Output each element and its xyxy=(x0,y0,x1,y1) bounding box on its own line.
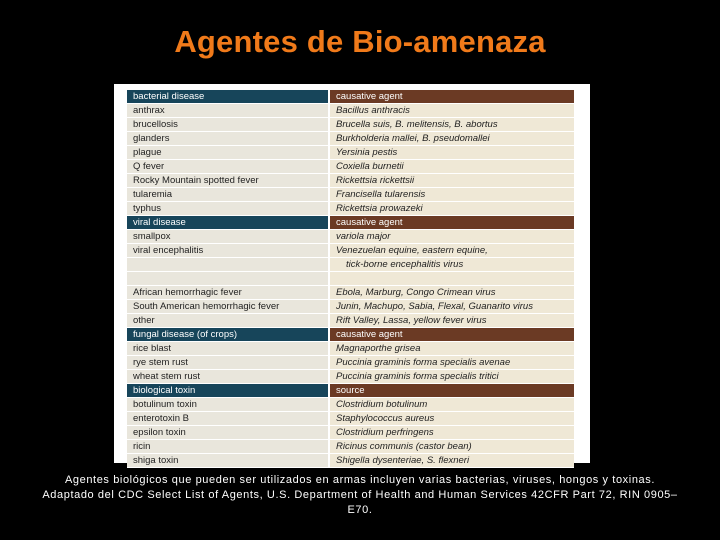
table-row xyxy=(127,258,574,272)
table-row xyxy=(127,104,574,118)
agent-cell: Rickettsia prowazeki xyxy=(329,202,574,216)
table-section-header xyxy=(127,328,574,342)
agent-cell: Brucella suis, B. melitensis, B. abortus xyxy=(329,118,574,132)
table-row xyxy=(127,188,574,202)
section-header-agent: causative agent xyxy=(329,216,574,230)
section-header-category: fungal disease (of crops) xyxy=(127,328,329,342)
agent-cell: Coxiella burnetii xyxy=(329,160,574,174)
agent-cell: Ricinus communis (castor bean) xyxy=(329,440,574,454)
disease-cell: African hemorrhagic fever xyxy=(127,286,329,300)
disease-cell: Q fever xyxy=(127,160,329,174)
agent-cell: Burkholderia mallei, B. pseudomallei xyxy=(329,132,574,146)
disease-cell: viral encephalitis xyxy=(127,244,329,258)
agent-cell: tick-borne encephalitis virus xyxy=(329,258,574,272)
table-section-header xyxy=(127,216,574,230)
agent-cell: Bacillus anthracis xyxy=(329,104,574,118)
section-header-category: biological toxin xyxy=(127,384,329,398)
table-row xyxy=(127,356,574,370)
disease-cell: enterotoxin B xyxy=(127,412,329,426)
disease-cell: epsilon toxin xyxy=(127,426,329,440)
disease-cell xyxy=(127,272,329,286)
agent-cell: Puccinia graminis forma specialis avenae xyxy=(329,356,574,370)
table-row xyxy=(127,412,574,426)
disease-cell: other xyxy=(127,314,329,328)
agent-cell: Ebola, Marburg, Congo Crimean virus xyxy=(329,286,574,300)
disease-cell: rye stem rust xyxy=(127,356,329,370)
table-row xyxy=(127,160,574,174)
disease-cell: South American hemorrhagic fever xyxy=(127,300,329,314)
table-section-header xyxy=(127,90,574,104)
section-header-agent: source xyxy=(329,384,574,398)
table-row xyxy=(127,272,574,286)
table-row xyxy=(127,398,574,412)
section-header-category: viral disease xyxy=(127,216,329,230)
table-row xyxy=(127,426,574,440)
table-row xyxy=(127,300,574,314)
disease-cell: smallpox xyxy=(127,230,329,244)
agent-cell: Junin, Machupo, Sabia, Flexal, Guanarito virus xyxy=(329,300,574,314)
agent-cell: Magnaporthe grisea xyxy=(329,342,574,356)
section-header-category: bacterial disease xyxy=(127,90,329,104)
agent-cell: Francisella tularensis xyxy=(329,188,574,202)
disease-cell: anthrax xyxy=(127,104,329,118)
table-row xyxy=(127,230,574,244)
table-row xyxy=(127,286,574,300)
disease-cell: tularemia xyxy=(127,188,329,202)
disease-cell: botulinum toxin xyxy=(127,398,329,412)
table-row xyxy=(127,314,574,328)
agents-table-figure xyxy=(114,84,590,466)
table-row xyxy=(127,202,574,216)
agent-cell: Puccinia graminis forma specialis tritici xyxy=(329,370,574,384)
table-row xyxy=(127,146,574,160)
disease-cell: typhus xyxy=(127,202,329,216)
disease-cell: wheat stem rust xyxy=(127,370,329,384)
table-section-header xyxy=(127,384,574,398)
table-row xyxy=(127,118,574,132)
agent-cell: variola major xyxy=(329,230,574,244)
agent-cell: Venezuelan equine, eastern equine, xyxy=(329,244,574,258)
section-header-agent: causative agent xyxy=(329,90,574,104)
agent-cell: Staphylococcus aureus xyxy=(329,412,574,426)
agent-cell xyxy=(329,272,574,286)
bio-agents-table xyxy=(127,90,574,468)
disease-cell: shiga toxin xyxy=(127,454,329,468)
table-row xyxy=(127,174,574,188)
disease-cell: rice blast xyxy=(127,342,329,356)
table-row xyxy=(127,132,574,146)
disease-cell: Rocky Mountain spotted fever xyxy=(127,174,329,188)
slide-caption: Agentes biológicos que pueden ser utilizados en armas incluyen varias bacterias, viruses, hongos y toxinas. Adaptado del CDC Select List of Agents, U.S. Department of Health and Human Services 42CFR Part 72, RIN 0905–E70. xyxy=(42,474,678,516)
agent-cell: Yersinia pestis xyxy=(329,146,574,160)
disease-cell: brucellosis xyxy=(127,118,329,132)
agent-cell: Clostridium botulinum xyxy=(329,398,574,412)
agent-cell: Shigella dysenteriae, S. flexneri xyxy=(329,454,574,468)
agent-cell: Clostridium perfringens xyxy=(329,426,574,440)
table-row xyxy=(127,342,574,356)
disease-cell xyxy=(127,258,329,272)
section-header-agent: causative agent xyxy=(329,328,574,342)
table-row xyxy=(127,440,574,454)
disease-cell: glanders xyxy=(127,132,329,146)
disease-cell: ricin xyxy=(127,440,329,454)
slide-title: Agentes de Bio-amenaza xyxy=(174,24,546,59)
table-row xyxy=(127,370,574,384)
agent-cell: Rickettsia rickettsii xyxy=(329,174,574,188)
table-row xyxy=(127,454,574,468)
disease-cell: plague xyxy=(127,146,329,160)
table-row xyxy=(127,244,574,258)
agent-cell: Rift Valley, Lassa, yellow fever virus xyxy=(329,314,574,328)
